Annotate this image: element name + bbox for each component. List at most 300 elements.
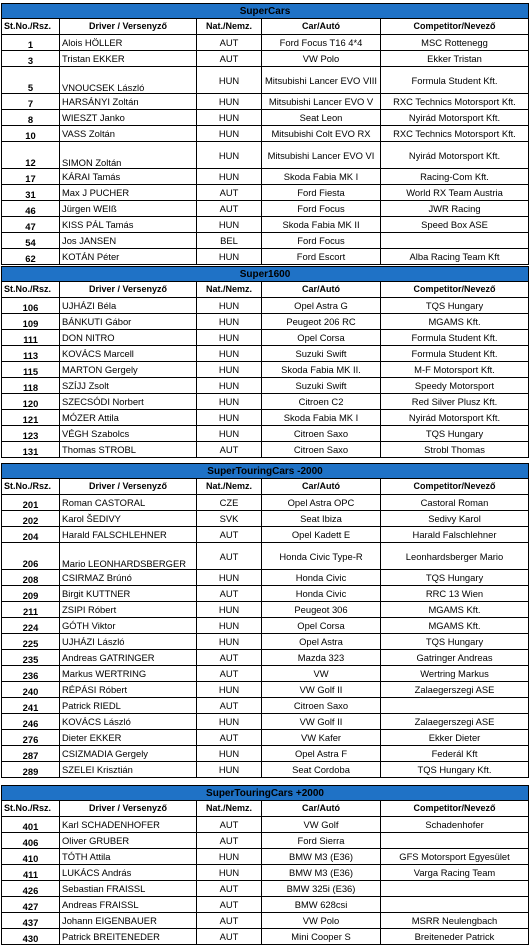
column-header-car: Car/Autó [262,282,381,298]
driver-cell: WIESZT Janko [60,110,197,126]
table-row [2,233,529,249]
start-number-cell: 17 [2,169,60,185]
start-number-cell: 427 [2,897,60,913]
driver-cell: VÉGH Szabolcs [60,426,197,442]
driver-cell: Johann EIGENBAUER [60,913,197,929]
competitor-cell: Zalaegerszegi ASE [381,682,529,698]
start-number-cell: 47 [2,217,60,233]
competitor-cell: Racing-Com Kft. [381,169,529,185]
table-row [2,634,529,650]
driver-cell: SZECSÓDI Norbert [60,394,197,410]
nationality-cell: HUN [197,217,262,233]
start-number-cell: 5 [2,67,60,94]
table-row [2,618,529,634]
competitor-cell: Sedivy Karol [381,511,529,527]
column-header-row [2,479,529,495]
driver-cell: BÁNKUTI Gábor [60,314,197,330]
start-number-cell: 111 [2,330,60,346]
table-row [2,110,529,126]
column-header-competitor: Competitor/Nevező [381,801,529,817]
competitor-cell: Ekker Tristan [381,51,529,67]
competitor-cell: Varga Racing Team [381,865,529,881]
competitor-cell: RRC 13 Wien [381,586,529,602]
driver-cell: VNOUCSEK László [60,67,197,94]
nationality-cell: HUN [197,67,262,94]
nationality-cell: AUT [197,929,262,945]
start-number-cell: 106 [2,298,60,314]
section-title-row [2,267,529,282]
start-number-cell: 209 [2,586,60,602]
car-cell: BMW 628csi [262,897,381,913]
table-row [2,330,529,346]
driver-cell: MÓZER Attila [60,410,197,426]
nationality-cell: AUT [197,666,262,682]
competitor-cell: Formula Student Kft. [381,330,529,346]
start-number-cell: 411 [2,865,60,881]
table-row [2,730,529,746]
nationality-cell: HUN [197,714,262,730]
nationality-cell: HUN [197,746,262,762]
table-row [2,362,529,378]
driver-cell: Andreas GATRINGER [60,650,197,666]
driver-cell: CSIZMADIA Gergely [60,746,197,762]
section-supercars [1,3,529,265]
table-row [2,833,529,849]
car-cell: VW Golf II [262,682,381,698]
nationality-cell: HUN [197,865,262,881]
nationality-cell: AUT [197,442,262,458]
car-cell: BMW M3 (E36) [262,865,381,881]
table-row [2,298,529,314]
start-number-cell: 246 [2,714,60,730]
table-row [2,865,529,881]
driver-cell: HARSÁNYI Zoltán [60,94,197,110]
table-row [2,929,529,945]
driver-cell: DON NITRO [60,330,197,346]
nationality-cell: HUN [197,682,262,698]
start-number-cell: 202 [2,511,60,527]
nationality-cell: AUT [197,527,262,543]
table-row [2,817,529,833]
car-cell: VW Polo [262,51,381,67]
nationality-cell: AUT [197,185,262,201]
car-cell: Mitsubishi Lancer EVO V [262,94,381,110]
driver-cell: Andreas FRAISSL [60,897,197,913]
nationality-cell: AUT [197,817,262,833]
driver-cell: GÓTH Viktor [60,618,197,634]
competitor-cell: TQS Hungary [381,298,529,314]
driver-cell: Sebastian FRAISSL [60,881,197,897]
start-number-cell: 46 [2,201,60,217]
start-number-cell: 406 [2,833,60,849]
competitor-cell: Harald Falschlehner [381,527,529,543]
car-cell: Opel Kadett E [262,527,381,543]
driver-cell: Max J PUCHER [60,185,197,201]
nationality-cell: HUN [197,362,262,378]
competitor-cell: MGAMS Kft. [381,602,529,618]
nationality-cell: HUN [197,346,262,362]
section-title-row [2,786,529,801]
competitor-cell: MGAMS Kft. [381,314,529,330]
competitor-cell: Speedy Motorsport [381,378,529,394]
car-cell: Honda Civic Type-R [262,543,381,570]
nationality-cell: AUT [197,698,262,714]
car-cell: Ford Focus T16 4*4 [262,35,381,51]
competitor-cell: Wertring Markus [381,666,529,682]
table-row [2,410,529,426]
table-row [2,169,529,185]
car-cell: Mitsubishi Colt EVO RX [262,126,381,142]
nationality-cell: HUN [197,110,262,126]
column-header-no: St.No./Rsz. [2,19,60,35]
car-cell: Peugeot 206 RC [262,314,381,330]
driver-cell: ZSIPI Róbert [60,602,197,618]
competitor-cell: Federál Kft [381,746,529,762]
driver-cell: MARTON Gergely [60,362,197,378]
driver-cell: Harald FALSCHLEHNER [60,527,197,543]
driver-cell: Mario LEONHARDSBERGER [60,543,197,570]
nationality-cell: HUN [197,330,262,346]
start-number-cell: 120 [2,394,60,410]
car-cell: Skoda Fabia MK I [262,169,381,185]
column-header-driver: Driver / Versenyző [60,282,197,298]
start-number-cell: 289 [2,762,60,778]
column-header-nat: Nat./Nemz. [197,801,262,817]
driver-cell: KOVÁCS László [60,714,197,730]
competitor-cell: Breiteneder Patrick [381,929,529,945]
driver-cell: Karol ŠEDIVY [60,511,197,527]
driver-cell: SZELEI Krisztián [60,762,197,778]
table-row [2,378,529,394]
nationality-cell: AUT [197,833,262,849]
column-header-nat: Nat./Nemz. [197,19,262,35]
car-cell: Seat Ibiza [262,511,381,527]
start-number-cell: 201 [2,495,60,511]
competitor-cell: Castoral Roman [381,495,529,511]
column-header-competitor: Competitor/Nevező [381,19,529,35]
car-cell: Seat Cordoba [262,762,381,778]
table-row [2,394,529,410]
car-cell: Ford Escort [262,249,381,265]
start-number-cell: 8 [2,110,60,126]
table-row [2,346,529,362]
competitor-cell: RXC Technics Motorsport Kft. [381,94,529,110]
start-number-cell: 121 [2,410,60,426]
table-row [2,586,529,602]
driver-cell: Markus WERTRING [60,666,197,682]
nationality-cell: BEL [197,233,262,249]
car-cell: Skoda Fabia MK II [262,217,381,233]
table-row [2,314,529,330]
competitor-cell [381,881,529,897]
column-header-competitor: Competitor/Nevező [381,479,529,495]
start-number-cell: 287 [2,746,60,762]
nationality-cell: HUN [197,314,262,330]
start-number-cell: 206 [2,543,60,570]
start-number-cell: 123 [2,426,60,442]
table-row [2,762,529,778]
start-number-cell: 437 [2,913,60,929]
column-header-car: Car/Autó [262,19,381,35]
competitor-cell: GFS Motorsport Egyesület [381,849,529,865]
competitor-cell [381,233,529,249]
competitor-cell: Nyirád Motorsport Kft. [381,142,529,169]
driver-cell: Patrick BREITENEDER [60,929,197,945]
car-cell: Citroen C2 [262,394,381,410]
car-cell: Ford Fiesta [262,185,381,201]
car-cell: VW Kafer [262,730,381,746]
table-row [2,746,529,762]
start-number-cell: 115 [2,362,60,378]
nationality-cell: HUN [197,570,262,586]
start-number-cell: 54 [2,233,60,249]
driver-cell: KOVÁCS Marcell [60,346,197,362]
competitor-cell [381,897,529,913]
competitor-cell: Strobl Thomas [381,442,529,458]
nationality-cell: HUN [197,394,262,410]
start-number-cell: 236 [2,666,60,682]
start-number-cell: 430 [2,929,60,945]
competitor-cell [381,698,529,714]
start-number-cell: 224 [2,618,60,634]
car-cell: Skoda Fabia MK II. [262,362,381,378]
car-cell: Opel Astra [262,634,381,650]
driver-cell: KISS PÁL Tamás [60,217,197,233]
car-cell: Opel Corsa [262,330,381,346]
table-row [2,698,529,714]
car-cell: VW Polo [262,913,381,929]
table-row [2,249,529,265]
car-cell: Honda Civic [262,570,381,586]
nationality-cell: AUT [197,913,262,929]
nationality-cell: HUN [197,378,262,394]
start-number-cell: 31 [2,185,60,201]
driver-cell: KÁRAI Tamás [60,169,197,185]
start-number-cell: 204 [2,527,60,543]
driver-cell: TÓTH Attila [60,849,197,865]
driver-cell: Alois HÖLLER [60,35,197,51]
start-number-cell: 240 [2,682,60,698]
start-number-cell: 241 [2,698,60,714]
car-cell: Opel Corsa [262,618,381,634]
car-cell: Ford Sierra [262,833,381,849]
car-cell: VW [262,666,381,682]
start-number-cell: 118 [2,378,60,394]
driver-cell: RÉPÁSI Róbert [60,682,197,698]
driver-cell: KOTÁN Péter [60,249,197,265]
nationality-cell: HUN [197,249,262,265]
column-header-car: Car/Autó [262,801,381,817]
nationality-cell: HUN [197,762,262,778]
table-row [2,142,529,169]
driver-cell: LUKÁCS András [60,865,197,881]
start-number-cell: 276 [2,730,60,746]
start-number-cell: 1 [2,35,60,51]
car-cell: Opel Astra G [262,298,381,314]
table-row [2,185,529,201]
nationality-cell: HUN [197,849,262,865]
start-number-cell: 401 [2,817,60,833]
car-cell: Skoda Fabia MK I [262,410,381,426]
car-cell: Suzuki Swift [262,346,381,362]
table-row [2,67,529,94]
car-cell: BMW 325i (E36) [262,881,381,897]
table-row [2,426,529,442]
driver-cell: Birgit KUTTNER [60,586,197,602]
nationality-cell: AUT [197,201,262,217]
table-row [2,650,529,666]
column-header-car: Car/Autó [262,479,381,495]
section-title: SuperTouringCars -2000 [2,464,529,479]
car-cell: Mitsubishi Lancer EVO VIII [262,67,381,94]
car-cell: Citroen Saxo [262,426,381,442]
car-cell: Opel Astra F [262,746,381,762]
start-number-cell: 12 [2,142,60,169]
table-row [2,442,529,458]
table-row [2,126,529,142]
competitor-cell: Formula Student Kft. [381,67,529,94]
driver-cell: Karl SCHADENHOFER [60,817,197,833]
nationality-cell: AUT [197,51,262,67]
competitor-cell: RXC Technics Motorsport Kft. [381,126,529,142]
nationality-cell: CZE [197,495,262,511]
competitor-cell: MSRR Neulengbach [381,913,529,929]
competitor-cell: Ekker Dieter [381,730,529,746]
section-supertouringcars-plus2000 [1,785,529,945]
driver-cell: SIMON Zoltán [60,142,197,169]
nationality-cell: AUT [197,730,262,746]
nationality-cell: AUT [197,543,262,570]
start-number-cell: 235 [2,650,60,666]
table-row [2,570,529,586]
driver-cell: Jos JANSEN [60,233,197,249]
table-row [2,35,529,51]
table-row [2,881,529,897]
start-number-cell: 225 [2,634,60,650]
table-row [2,527,529,543]
table-row [2,94,529,110]
start-number-cell: 131 [2,442,60,458]
car-cell: VW Golf [262,817,381,833]
nationality-cell: HUN [197,298,262,314]
car-cell: Opel Astra OPC [262,495,381,511]
driver-cell: Thomas STROBL [60,442,197,458]
start-number-cell: 208 [2,570,60,586]
driver-cell: Roman CASTORAL [60,495,197,511]
competitor-cell: Formula Student Kft. [381,346,529,362]
table-row [2,913,529,929]
driver-cell: UJHÁZI László [60,634,197,650]
competitor-cell: JWR Racing [381,201,529,217]
competitor-cell: M-F Motorsport Kft. [381,362,529,378]
nationality-cell: HUN [197,618,262,634]
nationality-cell: HUN [197,602,262,618]
start-number-cell: 410 [2,849,60,865]
nationality-cell: AUT [197,897,262,913]
section-title: SuperCars [2,4,529,19]
section-title: Super1600 [2,267,529,282]
table-row [2,849,529,865]
nationality-cell: SVK [197,511,262,527]
nationality-cell: AUT [197,586,262,602]
car-cell: Ford Focus [262,201,381,217]
column-header-driver: Driver / Versenyző [60,801,197,817]
nationality-cell: HUN [197,126,262,142]
car-cell: Ford Focus [262,233,381,249]
competitor-cell: Schadenhofer [381,817,529,833]
column-header-competitor: Competitor/Nevező [381,282,529,298]
driver-cell: SZÍJJ Zsolt [60,378,197,394]
section-supertouringcars-2000 [1,463,529,778]
driver-cell: VASS Zoltán [60,126,197,142]
section-title-row [2,464,529,479]
competitor-cell: Nyirád Motorsport Kft. [381,410,529,426]
start-number-cell: 7 [2,94,60,110]
driver-cell: Patrick RIEDL [60,698,197,714]
section-title-row [2,4,529,19]
competitor-cell: MGAMS Kft. [381,618,529,634]
column-header-row [2,282,529,298]
car-cell: Peugeot 306 [262,602,381,618]
table-row [2,495,529,511]
car-cell: Mini Cooper S [262,929,381,945]
competitor-cell [381,833,529,849]
table-row [2,666,529,682]
car-cell: Honda Civic [262,586,381,602]
competitor-cell: TQS Hungary [381,634,529,650]
table-row [2,217,529,233]
driver-cell: UJHÁZI Béla [60,298,197,314]
column-header-row [2,19,529,35]
table-row [2,511,529,527]
column-header-driver: Driver / Versenyző [60,479,197,495]
column-header-nat: Nat./Nemz. [197,479,262,495]
car-cell: Mazda 323 [262,650,381,666]
competitor-cell: Zalaegerszegi ASE [381,714,529,730]
table-row [2,897,529,913]
competitor-cell: Leonhardsberger Mario [381,543,529,570]
car-cell: VW Golf II [262,714,381,730]
competitor-cell: TQS Hungary Kft. [381,762,529,778]
car-cell: Mitsubishi Lancer EVO VI [262,142,381,169]
competitor-cell: Red Silver Plusz Kft. [381,394,529,410]
column-header-no: St.No./Rsz. [2,479,60,495]
table-row [2,51,529,67]
nationality-cell: HUN [197,94,262,110]
nationality-cell: AUT [197,650,262,666]
start-number-cell: 10 [2,126,60,142]
car-cell: Citroen Saxo [262,698,381,714]
column-header-nat: Nat./Nemz. [197,282,262,298]
table-row [2,602,529,618]
competitor-cell: TQS Hungary [381,570,529,586]
competitor-cell: Nyirád Motorsport Kft. [381,110,529,126]
nationality-cell: HUN [197,142,262,169]
start-number-cell: 113 [2,346,60,362]
competitor-cell: Speed Box ASE [381,217,529,233]
column-header-row [2,801,529,817]
nationality-cell: HUN [197,426,262,442]
table-row [2,201,529,217]
competitor-cell: MSC Rottenegg [381,35,529,51]
section-super1600 [1,266,529,458]
car-cell: BMW M3 (E36) [262,849,381,865]
start-number-cell: 211 [2,602,60,618]
driver-cell: Oliver GRUBER [60,833,197,849]
car-cell: Suzuki Swift [262,378,381,394]
column-header-driver: Driver / Versenyző [60,19,197,35]
competitor-cell: Gatringer Andreas [381,650,529,666]
